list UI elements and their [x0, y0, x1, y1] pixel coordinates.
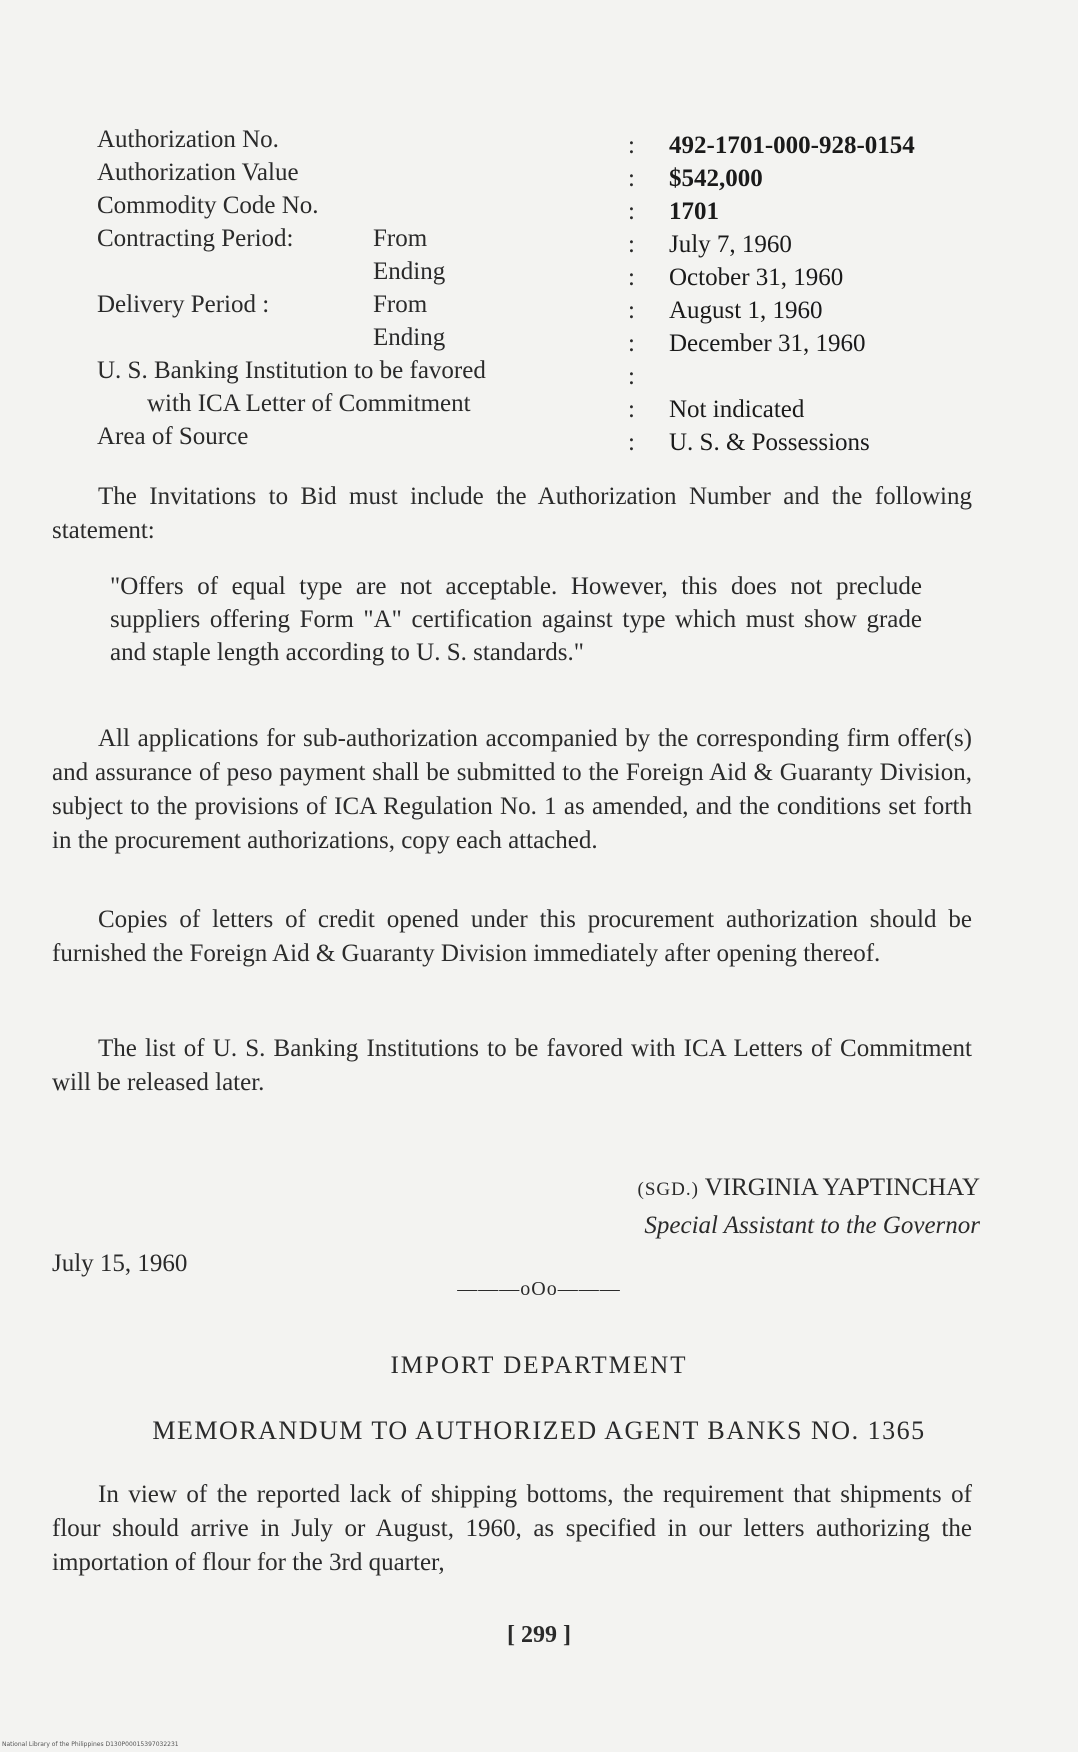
memorandum-title: MEMORANDUM TO AUTHORIZED AGENT BANKS NO. 1365: [152, 1416, 926, 1445]
page-number: [ 299 ]: [507, 1622, 571, 1648]
copies-paragraph: Copies of letters of credit opened under this procurement authorization should be furnished the Foreign Aid & Guaranty Division immediately after opening thereof.: [52, 906, 972, 967]
auth-sublabel: From: [373, 225, 428, 252]
auth-value: U. S. & Possessions: [669, 429, 870, 456]
document-date: July 15, 1960: [52, 1250, 188, 1277]
auth-sublabel: From: [373, 291, 428, 318]
invitations-paragraph: The Invitations to Bid must include the Authorization Number and the following statement:: [52, 483, 972, 544]
auth-colon: :: [628, 132, 635, 159]
department-heading: IMPORT DEPARTMENT: [390, 1352, 688, 1379]
auth-value: July 7, 1960: [669, 231, 792, 258]
auth-value: October 31, 1960: [669, 264, 844, 291]
auth-row: [97, 324, 927, 357]
auth-row: [97, 291, 927, 324]
auth-label: Authorization No.: [97, 126, 279, 153]
auth-colon: :: [628, 396, 635, 423]
auth-row: [97, 192, 927, 225]
auth-value: $542,000: [669, 165, 763, 192]
auth-row: [97, 423, 927, 456]
auth-sublabel: Ending: [373, 258, 446, 285]
auth-value: August 1, 1960: [669, 297, 823, 324]
auth-row: [97, 225, 927, 258]
auth-value: Not indicated: [669, 396, 805, 423]
auth-label: U. S. Banking Institution to be favored: [97, 357, 486, 384]
auth-value: December 31, 1960: [669, 330, 866, 357]
signature-block: [540, 1170, 980, 1244]
auth-row: [97, 258, 927, 291]
auth-colon: :: [628, 297, 635, 324]
auth-colon: :: [628, 231, 635, 258]
auth-colon: :: [628, 264, 635, 291]
section-separator: ———oOo———: [457, 1278, 621, 1300]
auth-colon: :: [628, 165, 635, 192]
quoted-statement: "Offers of equal type are not acceptable. However, this does not preclude suppliers offering Form "A" certification against type which must show grade and staple length according to U. S. standards.": [110, 573, 922, 666]
auth-label: Commodity Code No.: [97, 192, 319, 219]
auth-label: Delivery Period :: [97, 291, 270, 318]
auth-label: Authorization Value: [97, 159, 299, 186]
auth-colon: :: [628, 198, 635, 225]
auth-colon: :: [628, 429, 635, 456]
signatory-title: Special Assistant to the Governor: [644, 1212, 980, 1239]
applications-paragraph: All applications for sub-authorization accompanied by the corresponding firm offer(s) and assurance of peso payment shall be submitted to the Foreign Aid & Guaranty Division, subject to the provisions of ICA Regulation No. 1 as amended, and the conditions set forth in the procurement authorizations, copy each attached.: [52, 725, 972, 854]
archive-footer: National Library of the Philippines D130P00015397032231: [2, 1741, 179, 1748]
auth-value: 492-1701-000-928-0154: [669, 132, 915, 159]
auth-row: [97, 159, 927, 192]
list-paragraph: The list of U. S. Banking Institutions to be favored with ICA Letters of Commitment will be released later.: [52, 1035, 972, 1096]
auth-row: [97, 390, 927, 423]
auth-label: Area of Source: [97, 423, 249, 450]
auth-colon: :: [628, 330, 635, 357]
auth-row: [97, 357, 927, 390]
auth-row: [97, 126, 927, 159]
authorization-table: [97, 126, 927, 456]
auth-value: 1701: [669, 198, 719, 225]
signatory-name: VIRGINIA YAPTINCHAY: [704, 1174, 980, 1201]
auth-colon: :: [628, 363, 635, 390]
auth-label: Contracting Period:: [97, 225, 294, 252]
auth-sublabel: Ending: [373, 324, 446, 351]
auth-label: with ICA Letter of Commitment: [147, 390, 471, 417]
signed-mark: (SGD.): [637, 1179, 699, 1200]
memo-body-paragraph: In view of the reported lack of shipping bottoms, the requirement that shipments of flour should arrive in July or August, 1960, as specified in our letters authorizing the importation of flour for the 3rd quarter,: [52, 1481, 972, 1576]
